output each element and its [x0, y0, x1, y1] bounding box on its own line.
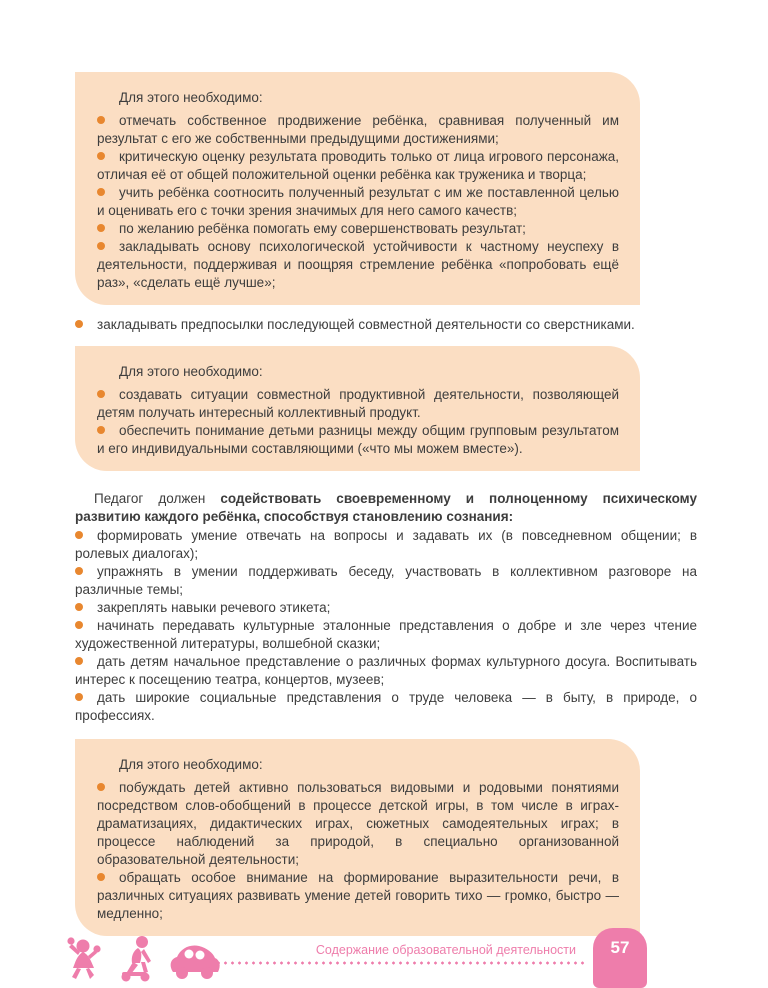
- list-item-text: по желанию ребёнка помогать ему совершенствовать результат;: [119, 221, 526, 236]
- list-item: [75, 599, 697, 617]
- page-number: 57: [610, 938, 630, 957]
- list-item-text: закладывать предпосылки последующей совместной деятельности со сверстниками.: [97, 317, 635, 332]
- dancing-child-icon: [62, 934, 108, 982]
- footer-caption: Содержание образовательной деятельности: [315, 943, 576, 957]
- box-items: [97, 779, 619, 923]
- bullet-icon: [97, 242, 105, 250]
- lead-normal-text: Педагог должен: [94, 491, 221, 506]
- info-box-2: [75, 346, 640, 471]
- box-intro: Для этого необходимо:: [119, 364, 263, 379]
- bullet-icon: [97, 783, 105, 791]
- bullet-icon: [75, 657, 83, 665]
- list-item: [97, 238, 619, 292]
- list-item-text: обеспечить понимание детьми разницы между общим групповым результатом и его индивидуальными составляющими («что мы можем вместе»).: [97, 423, 619, 456]
- box-items: [97, 386, 619, 458]
- list-item: [75, 689, 697, 725]
- section-lead: [75, 490, 697, 526]
- page-number-tab: [593, 928, 647, 988]
- page-content: [75, 0, 697, 936]
- section-items: [75, 527, 697, 725]
- bullet-icon: [75, 531, 83, 539]
- list-item-text: дать широкие социальные представления о труде человека — в быту, в природе, о профессиях.: [75, 690, 697, 723]
- bullet-icon: [97, 116, 105, 124]
- list-item: [75, 617, 697, 653]
- list-item: [75, 653, 697, 689]
- bullet-icon: [75, 693, 83, 701]
- bullet-icon: [75, 603, 83, 611]
- list-item: [97, 184, 619, 220]
- list-item: [75, 563, 697, 599]
- list-item-text: критическую оценку результата проводить только от лица игрового персонажа, отличая её от общей положительной оценки ребёнка как труженика и творца;: [97, 149, 619, 182]
- box-intro: Для этого необходимо:: [119, 90, 263, 105]
- page-footer: [0, 918, 768, 988]
- list-item: [97, 220, 619, 238]
- list-item: [97, 779, 619, 869]
- list-item: [97, 386, 619, 422]
- bullet-icon: [97, 152, 105, 160]
- info-box-3: [75, 739, 640, 936]
- box-items: [97, 112, 619, 292]
- bullet-icon: [75, 567, 83, 575]
- list-item-text: начинать передавать культурные эталонные представления о добре и зле через чтение художественной литературы, волшебной сказки;: [75, 618, 697, 651]
- list-item-text: закреплять навыки речевого этикета;: [97, 600, 331, 615]
- lead-bold-text: содействовать своевременному и полноценному психическому развитию каждого ребёнка, способствуя становлению сознания:: [75, 491, 697, 524]
- bullet-icon: [97, 426, 105, 434]
- list-item: [97, 148, 619, 184]
- list-item: [97, 422, 619, 458]
- bullet-icon: [97, 188, 105, 196]
- scooter-child-icon: [117, 934, 159, 982]
- box-intro: Для этого необходимо:: [119, 757, 263, 772]
- list-item-text: закладывать основу психологической устойчивости к частному неуспеху в деятельности, поддерживая и поощряя стремление ребёнка «попробовать ещё раз», «сделать ещё лучше»;: [97, 239, 619, 290]
- list-item: [75, 527, 697, 563]
- list-item: [97, 869, 619, 923]
- list-item-text: формировать умение отвечать на вопросы и задавать их (в повседневном общении; в ролевых диалогах);: [75, 528, 697, 561]
- bullet-icon: [75, 320, 83, 328]
- section-lead-wrap: [75, 490, 697, 725]
- dotted-divider: [208, 961, 588, 965]
- list-item-text: отмечать собственное продвижение ребёнка, сравнивая полученный им результат с его же собственными предыдущими достижениями;: [97, 113, 619, 146]
- list-item-text: обращать особое внимание на формирование выразительности речи, в различных ситуациях развивать умение детей говорить тихо — громко, быстро — медленно;: [97, 870, 619, 921]
- bullet-icon: [97, 390, 105, 398]
- list-item-text: упражнять в умении поддерживать беседу, участвовать в коллективном разговоре на различные темы;: [75, 564, 697, 597]
- list-item-text: дать детям начальное представление о различных формах культурного досуга. Воспитывать интерес к посещению театра, концертов, музеев;: [75, 654, 697, 687]
- info-box-1: [75, 72, 640, 305]
- list-item: [97, 112, 619, 148]
- standalone-item-wrap: [75, 316, 697, 334]
- list-item-text: побуждать детей активно пользоваться видовыми и родовыми понятиями посредством слов-обобщений в процессе детской игры, в том числе в играх-драматизациях, дидактических играх, сюжетных самодеятельных играх; в процессе наблюдений за природой, в специально организованной образовательной деятельности;: [97, 780, 619, 867]
- bullet-icon: [97, 873, 105, 881]
- bullet-icon: [75, 621, 83, 629]
- list-item: [75, 316, 697, 334]
- list-item-text: создавать ситуации совместной продуктивной деятельности, позволяющей детям получать интересный коллективный продукт.: [97, 387, 619, 420]
- footer-icons: [62, 934, 222, 982]
- bullet-icon: [97, 224, 105, 232]
- list-item-text: учить ребёнка соотносить полученный результат с им же поставленной целью и оценивать его с точки зрения значимых для него самого качеств;: [97, 185, 619, 218]
